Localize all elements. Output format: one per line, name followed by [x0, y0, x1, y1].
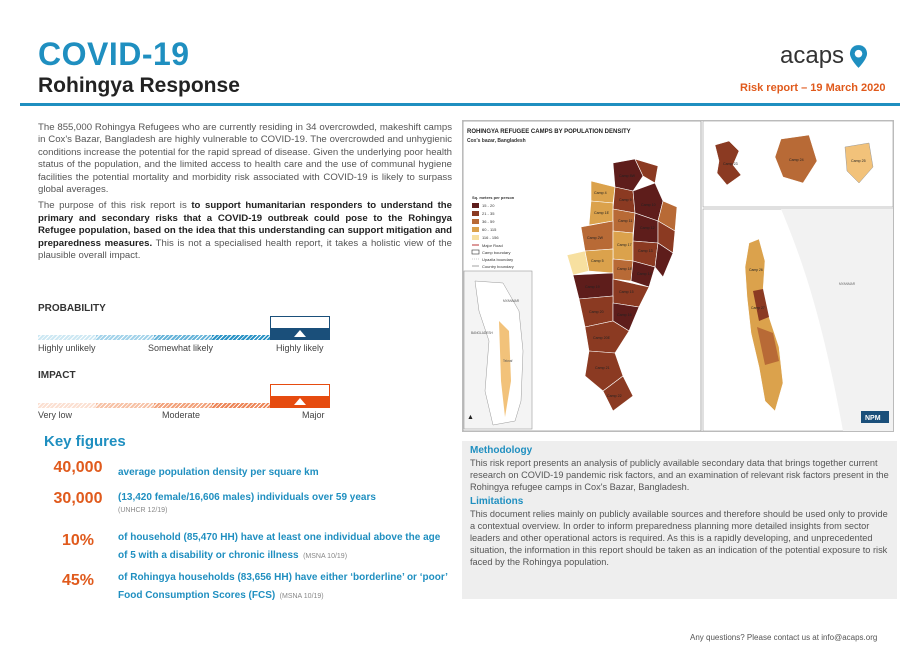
legend-label: Upazila boundary: [482, 257, 514, 262]
key-figure-source: (UNHCR 12/19): [118, 507, 168, 514]
intro-p2-end: This is not a specialised health report, it takes a holistic view of the plausible overall impact.: [38, 237, 452, 262]
camp-label: Camp 8W: [619, 174, 635, 178]
map-subtitle: Cox's bazar, Bangladesh: [467, 138, 526, 144]
camp-label: Camp 26: [749, 268, 763, 272]
legend-swatch: [472, 227, 479, 232]
camp-label: Camp 22: [607, 394, 622, 398]
methodology-text: This risk report presents an analysis of publicly available secondary data that brings together current research on COVID-19 pandemic risk factors, and an examination of relevant risk factors present in the Rohingya refugee camps in Cox's Bazar, Bangladesh.: [470, 458, 889, 492]
map-svg: [463, 121, 893, 431]
probability-low-label: Highly unlikely: [38, 343, 96, 353]
legend-swatch: [472, 211, 479, 216]
camp-label: Camp 2W: [587, 236, 603, 240]
key-figure-body: [118, 567, 448, 603]
population-density-map: [462, 120, 894, 432]
header-divider: [20, 103, 900, 106]
legend-label: Country boundary: [482, 264, 514, 269]
impact-high-label: Major: [302, 410, 325, 420]
legend-label: 15 - 20: [482, 203, 495, 208]
legend-label: 36 - 59: [482, 219, 495, 224]
camp-label: Camp 19: [585, 285, 600, 289]
probability-high-label: Highly likely: [276, 343, 324, 353]
camp-label: Camp 14: [637, 272, 652, 276]
impact-low-label: Very low: [38, 410, 73, 420]
camp-label: Camp 15: [619, 290, 634, 294]
camp-label: Camp 25: [851, 159, 866, 163]
probability-scale: [38, 316, 330, 340]
key-figure-number: 40,000: [53, 459, 103, 476]
key-figure-body: [118, 459, 319, 480]
camp-label: Camp 9: [619, 198, 632, 202]
camp-label: Camp 23: [723, 162, 738, 166]
key-figure-body: [118, 527, 448, 563]
intro-paragraph-2: [38, 200, 452, 262]
limitations-title: Limitations: [470, 496, 524, 507]
camp-label: Camp 11: [618, 219, 633, 223]
key-figure-body: [118, 490, 376, 514]
key-figure-row: [38, 527, 458, 563]
camp-label: Camp 13: [638, 249, 653, 253]
logo-text: acaps: [780, 42, 845, 69]
contact-line[interactable]: Any questions? Please contact us at info@acaps.org: [690, 633, 878, 642]
legend-label: Major Road: [482, 243, 503, 248]
camp-label: Camp 1E: [594, 211, 609, 215]
myanmar-label: MYANMAR: [839, 282, 856, 286]
camp-label: Camp 18: [617, 267, 632, 271]
map-title: ROHINGYA REFUGEE CAMPS BY POPULATION DENSITY: [467, 129, 631, 135]
impact-scale: [38, 384, 330, 408]
key-figure-source: (MSNA 10/19): [279, 593, 324, 600]
key-figure-number: 30,000: [53, 490, 103, 507]
legend-label: Camp boundary: [482, 250, 511, 255]
key-figures-title: Key figures: [44, 433, 126, 450]
probability-mid-label: Somewhat likely: [148, 343, 214, 353]
camp-label: Camp 17: [617, 243, 632, 247]
key-figure-row: [38, 567, 458, 603]
overview-label-teknaf: Teknaf: [503, 359, 513, 363]
key-figure-row: [38, 490, 458, 514]
key-figure-text: of household (85,470 HH) have at least one individual above the age of 5 with a disability or chronic illness: [118, 532, 441, 561]
legend-title: Sq. meters per person: [472, 195, 515, 200]
intro-p2-start: The purpose of this risk report is: [38, 200, 192, 212]
intro-paragraph-1: The 855,000 Rohingya Refugees who are currently residing in 34 overcrowded, makeshift camps in Cox's Bazar, Bangladesh are highly vulnerable to COVID-19. The overcrowded and unhygienic conditions increase the potential for the rapid spread of disease. Given the underlying poor health status of the population, and the limited access to health care and the use of communal hygiene facilities the potential mortality and morbidity risk associated with COVID-19 is likely to surpass global averages.: [38, 122, 452, 196]
probability-selected-frame: [270, 316, 330, 340]
camp-label: Camp 16: [617, 313, 632, 317]
key-figure-row: [38, 459, 458, 480]
npm-logo-text: NPM: [865, 415, 881, 422]
camp-label: Camp 20: [589, 310, 604, 314]
camp-label: Camp 27: [751, 306, 765, 310]
key-figure-number: 45%: [61, 572, 95, 589]
probability-title: PROBABILITY: [38, 303, 106, 314]
report-subtitle: Rohingya Response: [38, 74, 240, 97]
methodology-title: Methodology: [470, 445, 533, 456]
camp-label: Camp 12: [640, 226, 655, 230]
intro-text: [38, 122, 452, 266]
camp-label: Camp 24: [789, 158, 804, 162]
key-figure-source: (MSNA 10/19): [303, 553, 348, 560]
overview-inset: [464, 271, 532, 429]
legend-swatch: [472, 203, 479, 208]
camp-label: Camp 20E: [593, 336, 610, 340]
key-figure-text: of Rohingya households (83,656 HH) have either ‘borderline’ or ‘poor’ Food Consumption Scores (FCS): [118, 572, 448, 601]
legend-label: 116 - 156: [482, 235, 499, 240]
key-figure-text: average population density per square km: [118, 467, 319, 478]
report-title: COVID-19: [38, 36, 190, 72]
camp-label: Camp 5: [591, 259, 604, 263]
overview-label-myanmar: MYANMAR: [503, 299, 520, 303]
legend-swatch: [472, 235, 479, 240]
location-pin-icon: [849, 44, 868, 69]
acaps-logo[interactable]: [780, 42, 868, 70]
legend-label: 21 - 35: [482, 211, 495, 216]
impact-selected-frame: [270, 384, 330, 408]
key-figure-text: (13,420 female/16,606 males) individuals over 59 years: [118, 492, 376, 503]
intro-p2-bold: to support humanitarian responders to understand the primary and secondary risks that a COVID-19 outbreak could pose to the Rohingya Refugee population, based on the idea that this understanding can support mitigation and preparedness measures.: [38, 200, 452, 249]
limitations-text: This document relies mainly on publicly available sources and therefore should be used only to provide a contextual overview. In order to inform preparedness planning more detailed insights from sector leaders and other operational actors is required. As this is a rapidly developing, and unprecedented situation, the information in this report should be taken as an indication of the potential exposure to risk faced by the Rohingya population.: [470, 509, 888, 567]
overview-label-bangladesh: BANGLADESH: [471, 331, 493, 335]
key-figure-number: 10%: [61, 532, 95, 549]
legend-swatch: [472, 219, 479, 224]
camp-label: Camp 21: [595, 366, 610, 370]
impact-mid-label: Moderate: [162, 410, 201, 420]
camp-label: Camp 10: [641, 203, 656, 207]
legend-label: 60 - 115: [482, 227, 497, 232]
north-arrow-icon: ▲: [467, 414, 474, 421]
impact-title: IMPACT: [38, 370, 76, 381]
camp-label: Camp 4: [594, 191, 607, 195]
methodology-box: [462, 441, 897, 599]
report-date: Risk report – 19 March 2020: [740, 82, 886, 94]
